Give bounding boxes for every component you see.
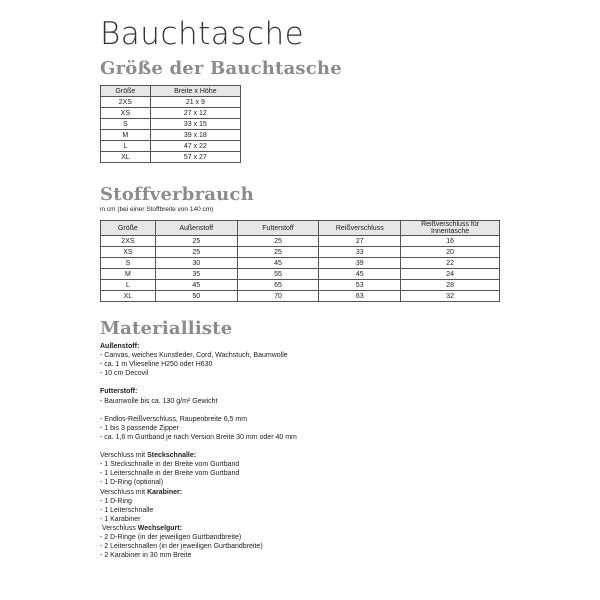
- table-cell: L: [101, 280, 156, 291]
- table-cell: XS: [101, 108, 151, 119]
- table-row: [101, 97, 241, 108]
- table-cell: 45: [155, 280, 237, 291]
- table-header-row: [101, 221, 500, 236]
- table-cell: 35: [155, 269, 237, 280]
- table-cell: 55: [237, 269, 319, 280]
- list-item: - Baumwolle bis ca. 130 g/m² Gewicht: [100, 397, 218, 405]
- table-row: [101, 152, 241, 163]
- table-row: [101, 141, 241, 152]
- table-cell: 33: [319, 247, 401, 258]
- column-header: Außenstoff: [155, 221, 237, 236]
- table-cell: 57 x 27: [150, 152, 240, 163]
- fabric-table: [100, 220, 500, 302]
- table-row: [101, 280, 500, 291]
- column-header: Reißverschluss: [319, 221, 401, 236]
- list-item: - 1 D-Ring (optional): [100, 479, 164, 487]
- list-item: - 1 Leiterschnalle: [100, 506, 154, 514]
- table-cell: S: [101, 258, 156, 269]
- table-header-row: [101, 86, 241, 97]
- list-item: - 10 cm Decovil: [100, 370, 149, 378]
- table-cell: 39 x 18: [150, 130, 240, 141]
- table-cell: 53: [319, 280, 401, 291]
- fabric-note: in cm (bei einer Stoffbreite von 140 cm): [100, 206, 214, 213]
- list-item: - 1 Leiterschnalle in der Breite vom Gurtband: [100, 470, 240, 478]
- table-cell: 25: [155, 236, 237, 247]
- table-cell: 22: [401, 258, 500, 269]
- material-heading: Materialliste: [100, 318, 233, 339]
- size-heading: Größe der Bauchtasche: [100, 58, 342, 79]
- list-item: - ca. 1 m Vlieseline H250 oder H630: [100, 361, 213, 369]
- page-title: Bauchtasche: [100, 16, 305, 52]
- table-cell: XS: [101, 247, 156, 258]
- table-cell: 2XS: [101, 236, 156, 247]
- column-header: Reißverschluss für Innentasche: [401, 221, 500, 236]
- list-item: - 1 D-Ring: [100, 497, 132, 505]
- table-cell: 70: [237, 291, 319, 302]
- table-cell: M: [101, 130, 151, 141]
- table-cell: 65: [237, 280, 319, 291]
- buckle-closure-heading: Verschluss mit Steckschnalle:: [100, 452, 197, 460]
- table-cell: 28: [401, 280, 500, 291]
- lining-fabric-label: Futterstoff:: [100, 388, 138, 396]
- table-cell: 63: [319, 291, 401, 302]
- table-cell: 45: [237, 258, 319, 269]
- list-item: - 1 Karabiner: [100, 515, 141, 523]
- table-cell: 33 x 15: [150, 119, 240, 130]
- fabric-heading: Stoffverbrauch: [100, 184, 254, 205]
- outer-fabric-label: Außenstoff:: [100, 343, 140, 350]
- table-row: [101, 247, 500, 258]
- table-row: [101, 291, 500, 302]
- table-cell: XL: [101, 152, 151, 163]
- table-cell: 16: [401, 236, 500, 247]
- size-table: [100, 85, 241, 163]
- table-cell: XL: [101, 291, 156, 302]
- table-cell: 32: [401, 291, 500, 302]
- table-cell: 25: [155, 247, 237, 258]
- table-row: [101, 108, 241, 119]
- table-row: [101, 258, 500, 269]
- table-cell: S: [101, 119, 151, 130]
- table-row: [101, 269, 500, 280]
- table-cell: 47 x 22: [150, 141, 240, 152]
- table-cell: 20: [401, 247, 500, 258]
- table-cell: 39: [319, 258, 401, 269]
- belt-closure-heading: Verschluss Wechselgurt:: [100, 524, 182, 532]
- table-cell: 2XS: [101, 97, 151, 108]
- column-header: Größe: [101, 221, 156, 236]
- table-cell: 27 x 12: [150, 108, 240, 119]
- list-item: - 1 Steckschnalle in der Breite vom Gurtband: [100, 461, 240, 469]
- table-cell: 21 x 9: [150, 97, 240, 108]
- list-item: - Canvas, weiches Kunstleder, Cord, Wachstuch, Baumwolle: [100, 352, 288, 360]
- table-cell: 25: [237, 236, 319, 247]
- table-cell: 50: [155, 291, 237, 302]
- table-row: [101, 119, 241, 130]
- material-list: [100, 342, 500, 560]
- table-cell: L: [101, 141, 151, 152]
- table-cell: 45: [319, 269, 401, 280]
- table-row: [101, 236, 500, 247]
- carabiner-closure-heading: Verschluss mit Karabiner:: [100, 488, 183, 496]
- list-item: - 2 Leiterschnallen (in der jeweiligen Gurtbandbreite): [100, 543, 263, 551]
- table-cell: M: [101, 269, 156, 280]
- table-cell: 24: [401, 269, 500, 280]
- list-item: - 2 Karabiner in 30 mm Breite: [100, 552, 192, 560]
- table-cell: 30: [155, 258, 237, 269]
- column-header: Größe: [101, 86, 151, 97]
- list-item: - 2 D-Ringe (in der jeweiligen Gurtbandbreite): [100, 533, 242, 541]
- column-header: Breite x Höhe: [150, 86, 240, 97]
- list-item: - 1 bis 3 passende Zipper: [100, 424, 179, 432]
- list-item: - ca. 1,6 m Gurtband je nach Version Breite 30 mm oder 40 mm: [100, 433, 297, 441]
- list-item: - Endlos-Reißverschluss, Raupenbreite 6,5 mm: [100, 415, 248, 423]
- table-cell: 25: [237, 247, 319, 258]
- table-row: [101, 130, 241, 141]
- column-header: Futterstoff: [237, 221, 319, 236]
- table-cell: 27: [319, 236, 401, 247]
